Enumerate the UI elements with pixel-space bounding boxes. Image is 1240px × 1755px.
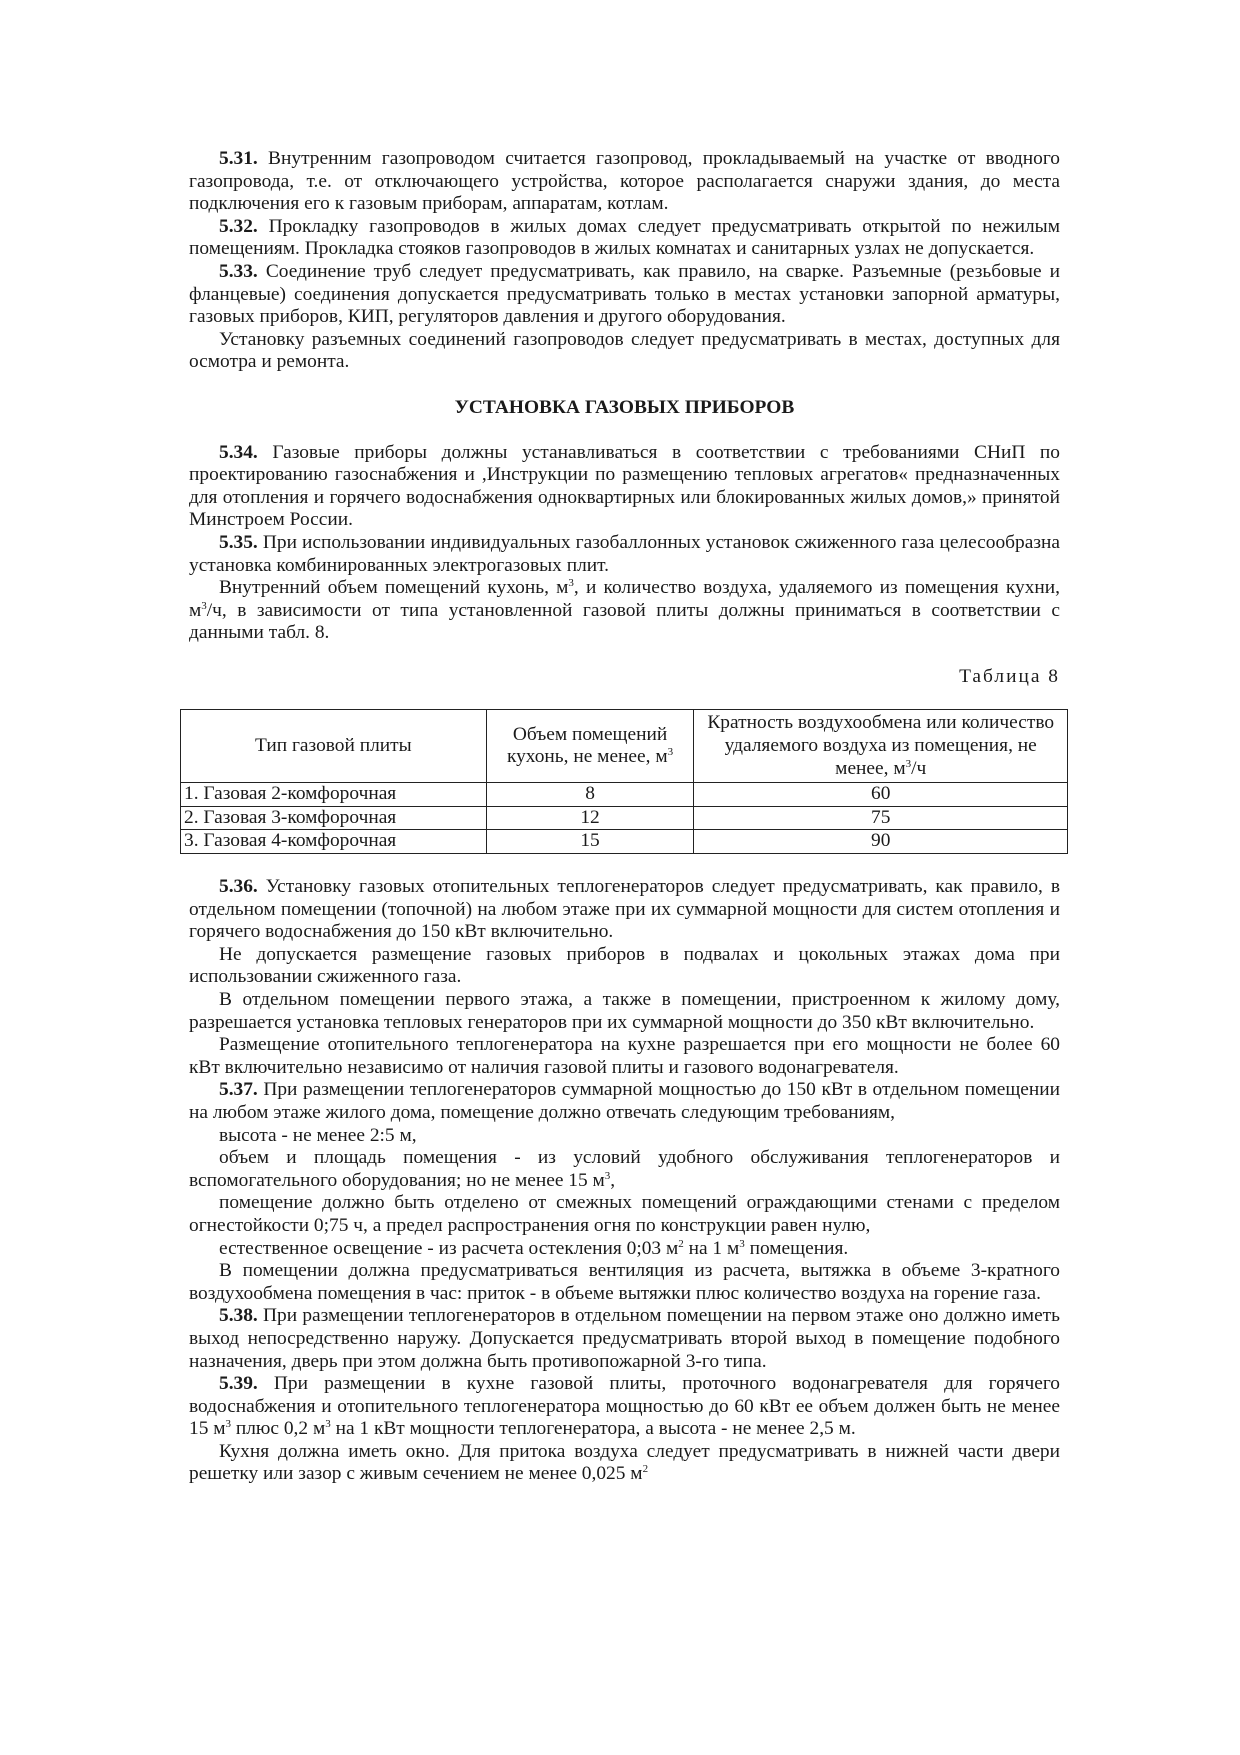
- header-text: /ч: [911, 757, 927, 779]
- paragraph-5-39: [189, 1373, 1060, 1441]
- paragraph-text: Внутренним газопроводом считается газопровод, прокладываемый на участке от вводного газопровода, т.е. от отключающего устройства, которое располагается снаружи здания, до места подключения его к газовым приборам, аппаратам, котлам.: [189, 148, 1060, 215]
- text-part: Внутренний объем помещений кухонь, м: [219, 577, 569, 599]
- paragraph-text: При размещении теплогенераторов суммарной мощностью до 150 кВт в отдельном помещении на любом этаже жилого дома, помещение должно отвечать следующим требованиям,: [189, 1079, 1060, 1123]
- cell-volume: 15: [486, 830, 694, 854]
- paragraph-5-32: [189, 216, 1060, 261]
- superscript: 3: [325, 1418, 331, 1431]
- superscript: 2: [642, 1463, 649, 1476]
- clause-number: 5.37.: [219, 1079, 258, 1101]
- clause-number: 5.33.: [219, 260, 258, 282]
- cell-rate: 75: [694, 806, 1068, 830]
- cell-stove-type: 2. Газовая 3-комфорочная: [181, 806, 487, 830]
- superscript: 3: [201, 599, 207, 612]
- paragraph-5-31: [189, 148, 1060, 216]
- clause-number: 5.34.: [219, 441, 258, 463]
- paragraph-5-37: [189, 1079, 1060, 1124]
- paragraph-text: Установку газовых отопительных теплогенераторов следует предусматривать, как правило, в отдельном помещении (топочной) на любом этаже при их суммарной мощности для систем отопления и горячего водоснабжения до 150 кВт включительно.: [189, 876, 1060, 943]
- cell-volume: 12: [486, 806, 694, 830]
- header-stove-type: Тип газовой плиты: [181, 710, 487, 783]
- paragraph-5-34: [189, 442, 1060, 532]
- table-row: [181, 830, 1068, 854]
- kitchen-ventilation-table: [180, 709, 1068, 854]
- paragraph-text: Газовые приборы должны устанавливаться в соответствии с требованиями СНиП по проектированию газоснабжения и ,Инструкции по размещению тепловых агрегатов« предназначенных для отопления и горячего водоснабжения одноквартирных или блокированных жилых домов,» принятой Минстроем России.: [189, 441, 1060, 531]
- text-part: Кухня должна иметь окно. Для притока воздуха следует предусматривать в нижней части двери решетку или зазор с живым сечением не менее 0,025 м: [189, 1440, 1060, 1485]
- table-row: [181, 783, 1068, 807]
- paragraph-5-33-continued: Установку разъемных соединений газопроводов следует предусматривать в местах, доступных для осмотра и ремонта.: [189, 328, 1060, 373]
- superscript: 3: [739, 1237, 745, 1250]
- superscript: 3: [667, 746, 674, 759]
- paragraph-5-39-continued: [189, 1441, 1060, 1486]
- table-caption: Таблица 8: [959, 665, 1060, 687]
- text-part: плюс 0,2 м: [231, 1418, 326, 1440]
- paragraph-text: При использовании индивидуальных газобаллонных установок сжиженного газа целесообразна установка комбинированных электрогазовых плит.: [189, 531, 1060, 576]
- header-air-exchange: [694, 710, 1068, 783]
- document-page: [184, 148, 1061, 1486]
- cell-volume: 8: [486, 783, 694, 807]
- paragraph-text: Соединение труб следует предусматривать, как правило, на сварке. Разъемные (резьбовые и фланцевые) соединения допускается предусматривать только в местах установки запорной арматуры, газовых приборов, КИП, регуляторов давления и другого оборудования.: [189, 260, 1060, 328]
- clause-number: 5.36.: [219, 876, 258, 898]
- requirement-lighting: [189, 1238, 1060, 1261]
- text-part: на 1 м: [683, 1237, 740, 1259]
- superscript: 3: [568, 577, 574, 590]
- table-header-row: [181, 710, 1068, 783]
- clause-number: 5.39.: [219, 1373, 258, 1395]
- paragraph-5-36: [189, 876, 1060, 944]
- requirement-walls: помещение должно быть отделено от смежных помещений ограждающими стенами с пределом огнестойкости 0;75 ч, а предел распространения огня по конструкции равен нулю,: [189, 1192, 1060, 1236]
- cell-rate: 60: [694, 783, 1068, 807]
- paragraph-5-36-d: Размещение отопительного теплогенератора на кухне разрешается при его мощности не более 60 кВт включительно независимо от наличия газовой плиты и газового водонагревателя.: [189, 1034, 1060, 1078]
- superscript: 2: [678, 1237, 684, 1250]
- clause-number: 5.32.: [219, 215, 258, 237]
- clause-number: 5.31.: [219, 148, 258, 169]
- text-part: естественное освещение - из расчета остекления 0;03 м: [219, 1237, 679, 1259]
- clause-number: 5.38.: [219, 1305, 258, 1327]
- header-text: Кратность воздухообмена или количество удаляемого воздуха из помещения, не менее, м: [707, 712, 1055, 779]
- text-part: , и количество воздуха, удаляемого из помещения кухни, м: [189, 577, 1061, 621]
- paragraph-5-33: [189, 261, 1060, 329]
- superscript: 3: [225, 1418, 232, 1431]
- paragraph-text: При размещении теплогенераторов в отдельном помещении на первом этаже оно должно иметь выход непосредственно наружу. Допускается предусматривать второй выход в помещение подобного назначения, дверь при этом должна быть противопожарной 3-го типа.: [189, 1305, 1060, 1372]
- paragraph-5-38: [189, 1305, 1060, 1373]
- header-kitchen-volume: [486, 710, 694, 783]
- header-text: Объем помещений кухонь, не менее, м: [506, 723, 668, 768]
- paragraph-5-35-continued: [189, 577, 1060, 645]
- requirement-volume: [189, 1147, 1060, 1192]
- cell-rate: 90: [694, 830, 1068, 854]
- table-row: [181, 806, 1068, 830]
- text-part: /ч, в зависимости от типа установленной газовой плиты должны приниматься в соответствии с данными табл. 8.: [189, 599, 1060, 644]
- paragraph-text: Прокладку газопроводов в жилых домах следует предусматривать открытой по нежилым помещениям. Прокладка стояков газопроводов в жилых комнатах и санитарных узлах не допускается.: [189, 215, 1060, 260]
- cell-stove-type: 1. Газовая 2-комфорочная: [181, 783, 487, 807]
- requirement-ventilation: В помещении должна предусматриваться вентиляция из расчета, вытяжка в объеме 3-кратного воздухообмена помещения в час: приток - в объеме вытяжки плюс количество воздуха на горение газа.: [189, 1260, 1060, 1304]
- superscript: 3: [604, 1169, 611, 1182]
- cell-stove-type: 3. Газовая 4-комфорочная: [181, 830, 487, 854]
- text-part: ,: [610, 1169, 616, 1191]
- text-part: на 1 кВт мощности теплогенератора, а высота - не менее 2,5 м.: [330, 1418, 856, 1440]
- paragraph-5-36-b: Не допускается размещение газовых приборов в подвалах и цокольных этажах дома при использовании сжиженного газа.: [189, 943, 1060, 988]
- paragraph-5-35: [189, 532, 1060, 577]
- text-part: При размещении в кухне газовой плиты, проточного водонагревателя для горячего водоснабжения и отопительного теплогенератора мощностью до 60 кВт ее объем должен быть не менее 15 м: [189, 1373, 1060, 1440]
- requirement-height: высота - не менее 2:5 м,: [219, 1124, 417, 1146]
- text-part: помещения.: [744, 1237, 849, 1259]
- text-part: объем и площадь помещения - из условий удобного обслуживания теплогенераторов и вспомогательного оборудования; но не менее 15 м: [189, 1147, 1060, 1191]
- paragraph-5-36-c: В отдельном помещении первого этажа, а также в помещении, пристроенном к жилому дому, разрешается установка тепловых генераторов при их суммарной мощности до 350 кВт включительно.: [189, 989, 1060, 1033]
- section-heading: УСТАНОВКА ГАЗОВЫХ ПРИБОРОВ: [454, 396, 795, 418]
- clause-number: 5.35.: [219, 531, 258, 553]
- superscript: 3: [905, 757, 912, 770]
